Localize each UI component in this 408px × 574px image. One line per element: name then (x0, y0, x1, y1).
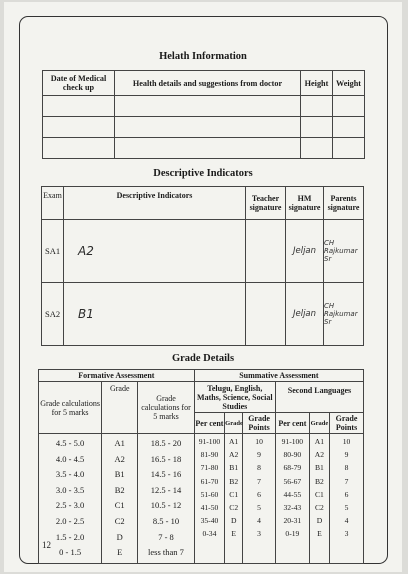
sum2-grade-header: Grade (309, 413, 329, 434)
grade-value: A1 (229, 437, 239, 446)
grade-value: 61-70 (200, 476, 219, 486)
formative-calc20-list (138, 434, 194, 564)
formative-header-calc20: Grade calculations for 5 marks (138, 382, 194, 434)
health-header-height: Height (301, 71, 333, 96)
grade-value: B1 (314, 463, 324, 473)
hm-signature: Jeljan (286, 283, 324, 346)
parent-signature: CH Rajkumar Sr (324, 220, 364, 283)
formative-header-grade: Grade (102, 382, 138, 434)
grade-value: 91-100 (281, 437, 304, 446)
health-cell[interactable] (333, 117, 365, 138)
descriptive-table (41, 186, 364, 346)
grade-value: A2 (114, 453, 125, 464)
grade-value: 4.5 - 5.0 (55, 438, 85, 448)
health-cell[interactable] (43, 138, 115, 159)
health-row (43, 138, 365, 159)
exam-label: SA2 (42, 283, 64, 346)
health-row (43, 117, 365, 138)
summative-group-core: Telugu, English, Maths, Science, Social Studies (194, 382, 275, 413)
descriptive-row (42, 220, 364, 283)
grade-value: A1 (114, 438, 125, 448)
health-header-row (43, 71, 365, 96)
summative-group-second-lang: Second Languages (275, 382, 363, 413)
descriptive-header-row (42, 187, 364, 220)
grade-value: E (231, 529, 237, 539)
grade-value: 3.0 - 3.5 (55, 484, 85, 495)
grade-value: 6 (257, 489, 261, 499)
grade-value: 3 (344, 529, 349, 539)
grade-value: 0-34 (202, 529, 217, 539)
descriptive-header-teacher: Teacher signature (246, 187, 286, 220)
grade-value: E (317, 529, 322, 539)
grade-value: C1 (314, 489, 324, 499)
grade-value: B1 (229, 463, 239, 473)
grade-value: 20-31 (283, 516, 302, 526)
grade-value: D (316, 516, 323, 526)
grade-value: 3.5 - 4.0 (55, 469, 85, 480)
grade-value: B2 (314, 476, 324, 486)
sum2-grade-list (309, 434, 329, 564)
formative-header-calc: Grade calculations for 5 marks (39, 382, 102, 434)
grade-value: 5 (344, 503, 349, 513)
grade-value: 4 (344, 516, 349, 526)
health-cell[interactable] (333, 138, 365, 159)
health-cell[interactable] (43, 117, 115, 138)
health-row (43, 96, 365, 117)
grade-value: E (117, 547, 123, 558)
formative-title: Formative Assessment (39, 370, 195, 382)
grade-value: C1 (114, 500, 125, 511)
grade-value: 9 (344, 450, 349, 460)
grade-value: 8 (344, 463, 349, 473)
grade-subheader-row (39, 382, 364, 413)
grade-value: 51-60 (200, 489, 219, 499)
grade-value: 2.5 - 3.0 (55, 500, 85, 511)
grade-value: 10 (342, 437, 351, 446)
grade-value: 0-19 (285, 529, 300, 539)
sum2-percent-header: Per cent (275, 413, 309, 434)
grade-value: 10.5 - 12 (150, 500, 182, 511)
grades-title: Grade Details (171, 353, 235, 364)
health-header-weight: Weight (333, 71, 365, 96)
grade-value: 12.5 - 14 (150, 484, 182, 495)
hm-signature: Jeljan (286, 220, 324, 283)
grade-value: 1.5 - 2.0 (55, 531, 85, 542)
grade-value: 32-43 (283, 503, 302, 513)
health-title: Helath Information (159, 51, 247, 62)
grade-value: 35-40 (200, 516, 219, 526)
grade-value: 5 (257, 503, 261, 513)
health-cell[interactable] (115, 138, 301, 159)
grade-values-row (39, 434, 364, 564)
grade-value: B2 (114, 484, 125, 495)
grade-value: 10 (255, 437, 263, 446)
health-cell[interactable] (115, 96, 301, 117)
parent-signature: CH Rajkumar Sr (324, 283, 364, 346)
grade-value: 4 (257, 516, 261, 526)
grade-header-row (39, 370, 364, 382)
grade-value: 41-50 (200, 503, 219, 513)
grade-value: 4.0 - 4.5 (55, 453, 85, 464)
report-card-page (4, 2, 402, 572)
grade-value: 44-55 (283, 489, 302, 499)
sum2-percent-list (275, 434, 309, 564)
health-cell[interactable] (301, 96, 333, 117)
grade-value: less than 7 (148, 547, 184, 558)
descriptive-header-parents: Parents signature (324, 187, 364, 220)
grade-value: B1 (114, 469, 125, 480)
grade-value: 16.5 - 18 (150, 453, 182, 464)
descriptive-indicator: A2 (64, 220, 246, 283)
grade-value: 2.0 - 2.5 (55, 515, 85, 526)
grade-value: 7 (257, 476, 261, 486)
health-cell[interactable] (333, 96, 365, 117)
summative-title: Summative Assessment (194, 370, 363, 382)
grade-value: C2 (314, 503, 324, 513)
grade-value: 6 (344, 489, 349, 499)
grade-value: C2 (114, 515, 125, 526)
health-cell[interactable] (301, 138, 333, 159)
grade-value: 9 (257, 450, 261, 460)
teacher-signature[interactable] (246, 283, 286, 346)
page-number: 12 (42, 540, 51, 550)
sum1-points-header: Grade Points (243, 413, 276, 434)
sum1-grade-header: Grade (225, 413, 243, 434)
formative-grade-list (102, 434, 138, 564)
grade-value: 56-67 (283, 476, 302, 486)
grade-value: 18.5 - 20 (150, 438, 182, 448)
grade-value: 91-100 (198, 437, 221, 446)
grade-value: C1 (229, 489, 239, 499)
grade-value: 8.5 - 10 (152, 515, 180, 526)
grade-value: A2 (229, 450, 239, 460)
grade-value: 0 - 1.5 (59, 547, 82, 558)
grade-value: B2 (229, 476, 239, 486)
descriptive-indicator: B1 (64, 283, 246, 346)
health-cell[interactable] (43, 96, 115, 117)
sum2-points-list (330, 434, 364, 564)
descriptive-row (42, 283, 364, 346)
grade-value: 68-79 (283, 463, 302, 473)
grade-value: 8 (257, 463, 261, 473)
sum1-percent-list (194, 434, 224, 564)
grade-value: 7 - 8 (158, 531, 174, 542)
health-cell[interactable] (115, 117, 301, 138)
sum1-percent-header: Per cent (194, 413, 224, 434)
teacher-signature[interactable] (246, 220, 286, 283)
grade-value: 71-80 (200, 463, 219, 473)
exam-label: SA1 (42, 220, 64, 283)
grade-table (38, 369, 364, 564)
grade-value: 3 (257, 529, 261, 539)
descriptive-header-hm: HM signature (286, 187, 324, 220)
health-header-details: Health details and suggestions from doctor (115, 71, 301, 96)
grade-value: A1 (314, 437, 325, 446)
grade-value: 14.5 - 16 (150, 469, 182, 480)
grade-value: D (116, 531, 123, 542)
grade-value: 7 (344, 476, 349, 486)
grade-value: C2 (229, 503, 239, 513)
sum1-grade-list (225, 434, 243, 564)
sum1-points-list (243, 434, 276, 564)
health-table (42, 70, 365, 159)
grade-value: D (230, 516, 237, 526)
grade-value: A2 (314, 450, 325, 460)
health-cell[interactable] (301, 117, 333, 138)
sum2-points-header: Grade Points (330, 413, 364, 434)
grade-value: 80-90 (283, 450, 302, 460)
grade-value: 81-90 (200, 450, 219, 460)
descriptive-header-exam: Exam (42, 187, 64, 220)
descriptive-header-indicators: Descriptive Indicators (64, 187, 246, 220)
health-header-date: Date of Medical check up (43, 71, 115, 96)
descriptive-title: Descriptive Indicators (153, 168, 253, 179)
